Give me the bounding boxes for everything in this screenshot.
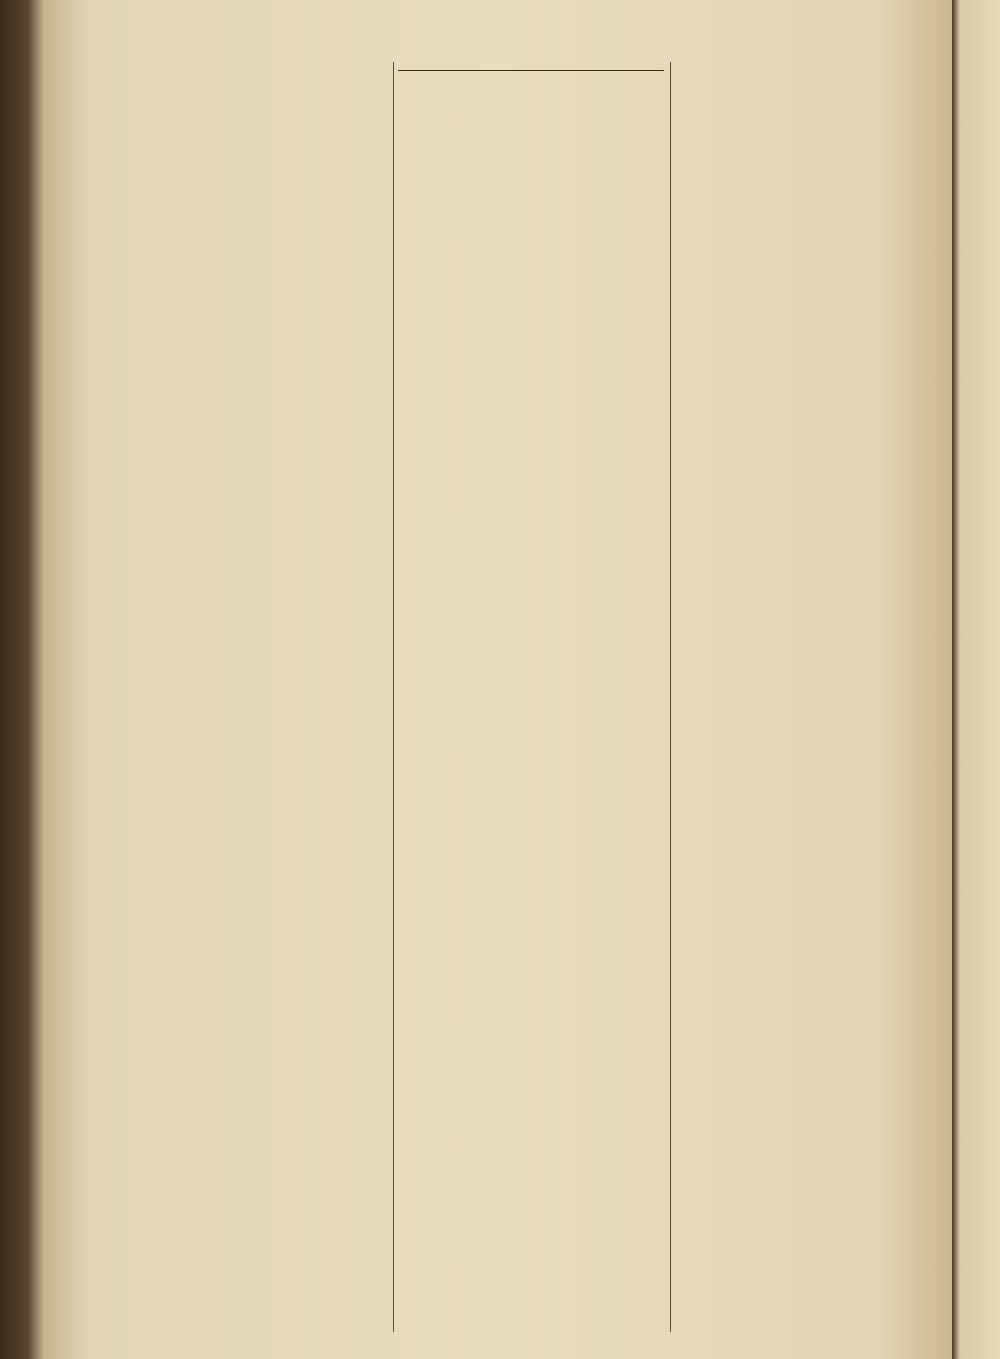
column-rule-2 — [670, 62, 671, 1332]
column-3 — [676, 62, 948, 1327]
next-page-edge — [952, 0, 1000, 1359]
footnotes-rule — [398, 70, 664, 71]
column-rule-1 — [393, 62, 394, 1332]
column-2 — [398, 62, 664, 1327]
column-1 — [115, 62, 390, 1327]
